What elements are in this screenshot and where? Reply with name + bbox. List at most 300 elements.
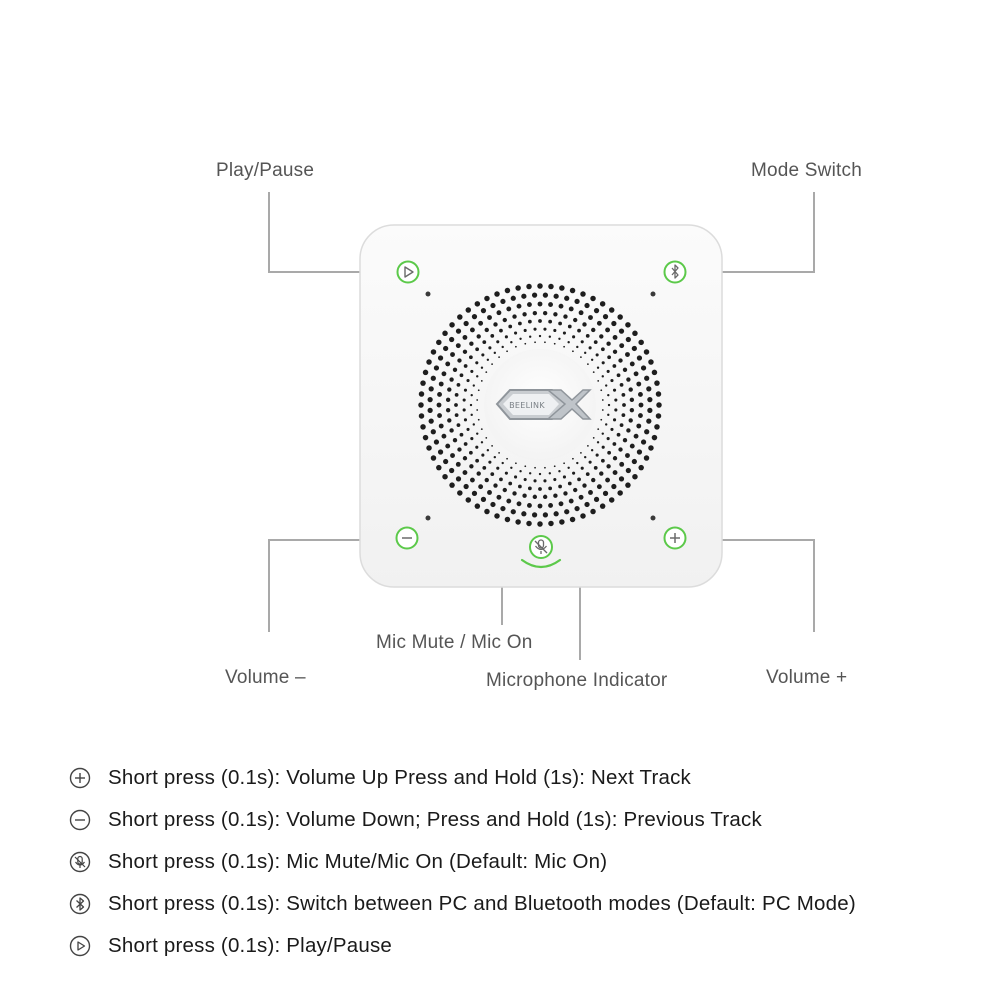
grille-hole xyxy=(481,497,486,502)
grille-hole xyxy=(630,361,635,366)
grille-hole xyxy=(602,446,605,449)
grille-hole xyxy=(449,377,453,381)
grille-hole xyxy=(508,325,512,329)
grille-hole xyxy=(630,408,634,412)
grille-hole xyxy=(625,453,630,458)
grille-hole xyxy=(457,423,461,427)
legend-text: Short press (0.1s): Play/Pause xyxy=(108,934,393,957)
grille-hole xyxy=(528,487,532,491)
grille-hole xyxy=(534,467,536,469)
grille-hole xyxy=(498,452,500,454)
grille-hole xyxy=(447,418,451,422)
grille-hole xyxy=(450,453,455,458)
grille-hole xyxy=(602,361,605,364)
minus-icon xyxy=(68,808,92,832)
grille-hole xyxy=(471,394,473,396)
grille-hole xyxy=(438,355,443,360)
grille-hole xyxy=(632,474,638,480)
grille-hole xyxy=(481,308,486,313)
grille-hole xyxy=(597,321,602,326)
grille-hole xyxy=(510,341,512,343)
grille-hole xyxy=(629,418,633,422)
grille-hole xyxy=(601,459,605,463)
grille-hole xyxy=(610,428,613,431)
grille-hole xyxy=(630,398,634,402)
grille-hole xyxy=(581,340,584,343)
grille-hole xyxy=(579,310,584,315)
grille-hole xyxy=(485,437,487,439)
grille-hole xyxy=(487,490,492,495)
grille-hole xyxy=(638,392,643,397)
grille-hole xyxy=(450,352,455,357)
grille-hole xyxy=(584,352,586,354)
grille-hole xyxy=(522,494,526,498)
grille-hole xyxy=(544,467,546,469)
grille-hole xyxy=(420,424,426,430)
grille-hole xyxy=(463,408,466,411)
legend-item-mode-switch xyxy=(68,883,988,925)
callout-mode-switch: Mode Switch xyxy=(751,160,862,181)
grille-hole xyxy=(419,391,425,397)
grille-hole xyxy=(442,371,447,376)
grille-hole xyxy=(548,302,553,307)
grille-hole xyxy=(455,393,459,397)
grille-hole xyxy=(473,423,475,425)
grille-hole xyxy=(529,336,531,338)
mic-off-icon xyxy=(68,850,92,874)
grille-hole xyxy=(607,394,609,396)
grille-hole xyxy=(579,495,584,500)
grille-hole xyxy=(470,437,473,440)
grille-hole xyxy=(582,483,586,487)
pinhole xyxy=(426,292,431,297)
grille-hole xyxy=(476,375,478,377)
grille-hole xyxy=(617,373,621,377)
grille-hole xyxy=(466,379,469,382)
grille-hole xyxy=(558,322,562,326)
mic-mute-button[interactable] xyxy=(530,536,552,558)
grille-hole xyxy=(602,432,604,434)
grille-hole xyxy=(568,482,572,486)
grille-hole xyxy=(539,335,541,337)
callout-mic-mute: Mic Mute / Mic On xyxy=(376,632,533,653)
grille-hole xyxy=(613,335,618,340)
grille-hole xyxy=(596,353,599,356)
grille-hole xyxy=(607,437,610,440)
grille-hole xyxy=(478,389,480,391)
grille-hole xyxy=(484,509,490,515)
grille-hole xyxy=(619,462,624,467)
grille-hole xyxy=(529,472,531,474)
grille-hole xyxy=(591,328,595,332)
legend-text: Short press (0.1s): Volume Down; Press and Hold (1s): Previous Track xyxy=(108,808,762,831)
grille-hole xyxy=(625,352,630,357)
grille-hole xyxy=(580,291,586,297)
grille-hole xyxy=(449,428,453,432)
grille-hole xyxy=(475,301,481,307)
grille-hole xyxy=(481,380,483,382)
volume-up-button[interactable] xyxy=(665,528,686,549)
grille-hole xyxy=(464,364,468,368)
plus-icon xyxy=(68,766,92,790)
grille-hole xyxy=(439,424,444,429)
grille-hole xyxy=(460,433,464,437)
grille-hole xyxy=(618,358,622,362)
grille-hole xyxy=(647,408,652,413)
grille-hole xyxy=(514,331,517,334)
grille-hole xyxy=(428,397,433,402)
grille-hole xyxy=(538,302,543,307)
grille-hole xyxy=(512,491,516,495)
grille-hole xyxy=(606,342,610,346)
grille-hole xyxy=(500,299,505,304)
grille-hole xyxy=(584,303,589,308)
grille-hole xyxy=(505,517,511,523)
grille-hole xyxy=(456,476,461,481)
grille-hole xyxy=(581,467,584,470)
grille-hole xyxy=(573,488,577,492)
grille-hole xyxy=(485,478,489,482)
grille-hole xyxy=(644,429,649,434)
grille-hole xyxy=(476,399,478,401)
grille-hole xyxy=(572,350,574,352)
grille-hole xyxy=(597,441,599,443)
grille-hole xyxy=(597,484,602,489)
grille-hole xyxy=(626,428,630,432)
grille-hole xyxy=(463,350,467,354)
grille-hole xyxy=(426,359,432,365)
grille-hole xyxy=(573,318,577,322)
grille-hole xyxy=(515,519,521,525)
grille-hole xyxy=(636,382,641,387)
grille-hole xyxy=(548,487,552,491)
grille-hole xyxy=(487,449,489,451)
grille-hole xyxy=(594,466,598,470)
grille-hole xyxy=(456,462,461,467)
grille-hole xyxy=(519,338,521,340)
grille-hole xyxy=(548,521,554,527)
grille-hole xyxy=(519,470,521,472)
grille-hole xyxy=(496,467,499,470)
grille-hole xyxy=(437,413,442,418)
grille-hole xyxy=(548,320,552,324)
grille-hole xyxy=(646,386,651,391)
grille-hole xyxy=(506,458,508,460)
grille-hole xyxy=(608,404,610,406)
volume-down-button[interactable] xyxy=(397,528,418,549)
grille-hole xyxy=(463,470,468,475)
grille-hole xyxy=(505,472,508,475)
grille-hole xyxy=(439,382,444,387)
grille-hole xyxy=(431,429,436,434)
play-icon xyxy=(68,934,92,958)
grille-hole xyxy=(603,491,608,496)
grille-hole xyxy=(453,438,457,442)
grille-hole xyxy=(469,451,473,455)
grille-hole xyxy=(539,473,541,475)
grille-hole xyxy=(654,380,660,386)
bluetooth-icon xyxy=(68,892,92,916)
grille-hole xyxy=(538,487,542,491)
grille-hole xyxy=(423,370,429,376)
grille-hole xyxy=(594,497,599,502)
grille-hole xyxy=(599,471,603,475)
grille-hole xyxy=(626,468,631,473)
grille-hole xyxy=(605,423,607,425)
callout-play-pause: Play/Pause xyxy=(216,160,315,181)
legend-item-volume-up xyxy=(68,757,988,799)
grille-hole xyxy=(515,462,517,464)
grille-hole xyxy=(490,303,495,308)
grille-hole xyxy=(449,322,455,328)
grille-hole xyxy=(491,445,493,447)
grille-hole xyxy=(587,445,589,447)
grille-hole xyxy=(549,336,551,338)
grille-hole xyxy=(637,449,642,454)
grille-hole xyxy=(543,293,548,298)
grille-hole xyxy=(503,318,507,322)
grille-hole xyxy=(515,285,521,291)
grille-hole xyxy=(506,499,511,504)
grille-hole xyxy=(518,485,522,489)
grille-hole xyxy=(569,499,574,504)
grille-hole xyxy=(442,474,448,480)
grille-hole xyxy=(508,482,512,486)
grille-hole xyxy=(652,435,658,441)
grille-hole xyxy=(442,434,447,439)
grille-hole xyxy=(455,413,459,417)
grille-hole xyxy=(605,384,607,386)
grille-hole xyxy=(607,414,609,416)
grille-hole xyxy=(493,322,497,326)
grille-hole xyxy=(623,368,627,372)
grille-hole xyxy=(511,509,516,514)
grille-hole xyxy=(469,342,473,346)
grille-hole xyxy=(656,413,662,419)
grille-hole xyxy=(625,322,631,328)
grille-hole xyxy=(464,321,469,326)
grille-hole xyxy=(638,340,644,346)
grille-hole xyxy=(524,465,526,467)
grille-hole xyxy=(510,467,512,469)
grille-hole xyxy=(577,478,581,482)
grille-hole xyxy=(499,329,503,333)
grille-hole xyxy=(543,512,548,517)
grille-hole xyxy=(644,349,650,355)
grille-hole xyxy=(602,399,604,401)
grille-hole xyxy=(554,294,559,299)
grille-hole xyxy=(521,511,526,516)
grille-hole xyxy=(499,478,503,482)
grille-hole xyxy=(429,419,434,424)
grille-hole xyxy=(613,418,616,421)
grille-hole xyxy=(548,284,554,290)
grille-hole xyxy=(603,314,608,319)
grille-hole xyxy=(473,384,475,386)
grille-hole xyxy=(505,288,511,294)
grille-hole xyxy=(517,304,522,309)
grille-hole xyxy=(537,521,543,527)
grille-hole xyxy=(437,392,442,397)
grille-hole xyxy=(457,490,463,496)
grille-hole xyxy=(574,299,579,304)
grille-hole xyxy=(610,379,613,382)
grille-hole xyxy=(641,439,646,444)
grille-hole xyxy=(613,456,617,460)
grille-hole xyxy=(558,338,560,340)
callout-volume-up: Volume + xyxy=(766,667,848,688)
grille-hole xyxy=(543,479,546,482)
grille-hole xyxy=(564,509,569,514)
grille-hole xyxy=(656,391,662,397)
bluetooth-button[interactable] xyxy=(665,262,686,283)
grille-hole xyxy=(446,408,450,412)
grille-hole xyxy=(532,293,537,298)
legend-text: Short press (0.1s): Switch between PC and Bluetooth modes (Default: PC Mode) xyxy=(108,892,856,915)
grille-hole xyxy=(559,519,565,525)
grille-hole xyxy=(456,343,461,348)
grille-hole xyxy=(632,331,638,337)
grille-hole xyxy=(526,284,532,290)
grille-hole xyxy=(434,365,439,370)
grille-hole xyxy=(476,409,478,411)
grille-hole xyxy=(463,456,467,460)
grille-hole xyxy=(613,350,617,354)
grille-hole xyxy=(632,346,637,351)
grille-hole xyxy=(470,328,475,333)
grille-hole xyxy=(447,387,451,391)
grille-hole xyxy=(619,343,624,348)
grille-hole xyxy=(475,503,481,509)
grille-hole xyxy=(475,459,479,463)
grille-hole xyxy=(470,404,472,406)
grille-hole xyxy=(567,341,569,343)
grille-hole xyxy=(593,371,595,373)
grille-hole xyxy=(600,301,606,307)
grille-hole xyxy=(533,311,537,315)
grille-hole xyxy=(472,314,477,319)
grille-hole xyxy=(484,296,490,302)
grille-hole xyxy=(464,418,467,421)
grille-hole xyxy=(559,501,564,506)
grille-hole xyxy=(576,462,578,464)
button-legend xyxy=(68,757,988,967)
grille-hole xyxy=(574,506,579,511)
grille-hole xyxy=(491,363,493,365)
grille-hole xyxy=(475,361,478,364)
grille-hole xyxy=(475,446,478,449)
grille-hole xyxy=(538,504,543,509)
grille-hole xyxy=(478,484,483,489)
grille-hole xyxy=(597,380,599,382)
legend-item-play-pause xyxy=(68,925,988,967)
grille-hole xyxy=(582,322,586,326)
grille-hole xyxy=(445,361,450,366)
grille-hole xyxy=(469,464,473,468)
grille-hole xyxy=(443,346,448,351)
grille-hole xyxy=(537,283,543,289)
grille-hole xyxy=(418,402,424,408)
grille-hole xyxy=(622,403,626,407)
grille-hole xyxy=(563,314,567,318)
grille-hole xyxy=(584,456,586,458)
grille-hole xyxy=(607,355,611,359)
grille-hole xyxy=(634,434,639,439)
grille-hole xyxy=(554,343,556,345)
grille-hole xyxy=(613,442,617,446)
grille-hole xyxy=(498,356,500,358)
grille-hole xyxy=(619,329,624,334)
grille-hole xyxy=(576,346,578,348)
grille-hole xyxy=(524,343,526,345)
grille-hole xyxy=(589,346,592,349)
grille-hole xyxy=(605,328,610,333)
grille-hole xyxy=(449,468,454,473)
grille-hole xyxy=(490,472,494,476)
grille-hole xyxy=(511,296,516,301)
grille-hole xyxy=(471,414,473,416)
pinhole xyxy=(651,292,656,297)
grille-hole xyxy=(502,462,504,464)
grille-hole xyxy=(580,513,586,519)
grille-hole xyxy=(600,419,602,421)
grille-hole xyxy=(609,307,615,313)
grille-hole xyxy=(636,424,641,429)
grille-hole xyxy=(477,334,481,338)
grille-hole xyxy=(463,335,468,340)
grille-hole xyxy=(502,346,504,348)
grille-hole xyxy=(572,458,574,460)
grille-hole xyxy=(431,455,437,461)
grille-hole xyxy=(522,312,526,316)
grille-hole xyxy=(533,495,537,499)
grille-hole xyxy=(431,376,436,381)
grille-hole xyxy=(485,328,489,332)
callout-mic-indicator: Microphone Indicator xyxy=(486,670,668,691)
grille-hole xyxy=(470,370,473,373)
grille-hole xyxy=(558,470,560,472)
grille-hole xyxy=(620,383,624,387)
grille-hole xyxy=(586,472,590,476)
grille-hole xyxy=(466,497,472,503)
grille-hole xyxy=(572,472,575,475)
grille-hole xyxy=(590,509,596,515)
grille-hole xyxy=(644,455,650,461)
grille-hole xyxy=(494,513,500,519)
grille-hole xyxy=(646,419,651,424)
grille-hole xyxy=(514,475,517,478)
grille-hole xyxy=(554,511,559,516)
grille-hole xyxy=(532,512,537,517)
play-button[interactable] xyxy=(398,262,419,283)
grille-hole xyxy=(564,296,569,301)
grille-hole xyxy=(637,355,642,360)
grille-hole xyxy=(639,403,644,408)
grille-hole xyxy=(521,294,526,299)
grille-hole xyxy=(481,441,483,443)
grille-hole xyxy=(617,433,621,437)
grille-hole xyxy=(591,449,593,451)
grille-hole xyxy=(563,475,566,478)
grille-hole xyxy=(656,402,662,408)
grille-hole xyxy=(597,428,599,430)
logo-text: BEELINK xyxy=(509,401,545,410)
grille-hole xyxy=(469,355,473,359)
grille-hole xyxy=(563,331,566,334)
grille-hole xyxy=(641,365,646,370)
grille-hole xyxy=(594,308,599,313)
grille-hole xyxy=(477,471,481,475)
